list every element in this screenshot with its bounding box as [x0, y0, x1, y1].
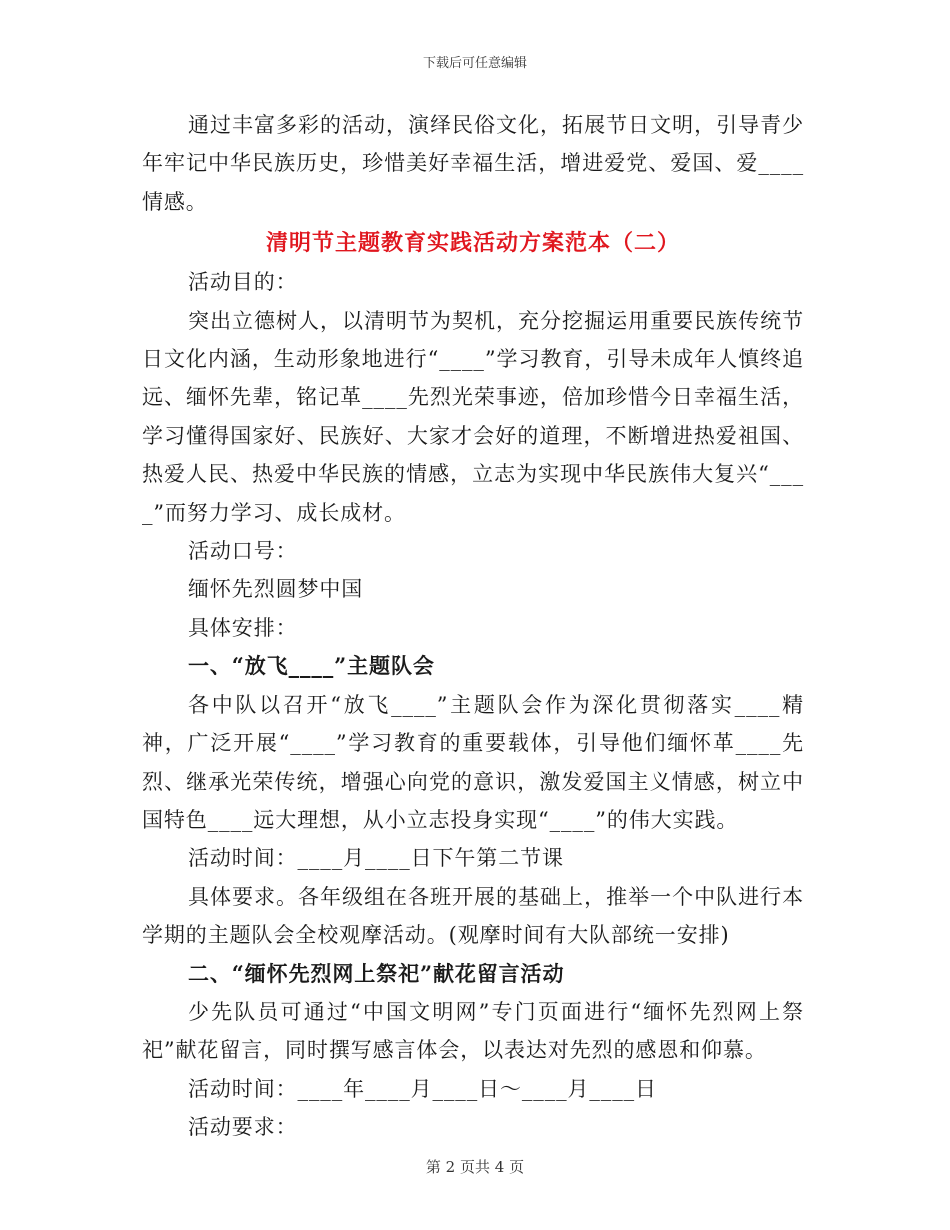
paragraph-intro: 通过丰富多彩的活动，演绎民俗文化，拓展节日文明，引导青少年牢记中华民族历史，珍惜美好幸福生活，增进爱党、爱国、爱____情感。 — [142, 113, 804, 214]
paragraph-meeting-requirements: 具体要求。各年级组在各班开展的基础上，推举一个中队进行本学期的主题队会全校观摩活动。(观摩时间有大队部统一安排) — [142, 884, 804, 948]
heading-online-tribute: 二、“缅怀先烈网上祭祀”献花留言活动 — [188, 960, 565, 986]
paragraph-purpose: 突出立德树人，以清明节为契机，充分挖掘运用重要民族传统节日文化内涵，生动形象地进行“____”学习教育，引导未成年人慎终追远、缅怀先辈，铭记革____先烈光荣事迹，倍加珍惜今日幸福生活，学习懂得国家好、民族好、大家才会好的道理，不断增进热爱祖国、热爱人民、热爱中华民族的情感，立志为实现中华民族伟大复兴“____”而努力学习、成长成材。 — [142, 308, 804, 525]
label-activity-purpose: 活动目的： — [188, 270, 298, 295]
section-title: 清明节主题教育实践活动方案范本（二） — [265, 230, 680, 257]
paragraph-team-meeting: 各中队以召开“放飞____”主题队会作为深化贯彻落实____精神，广泛开展“____”学习教育的重要载体，引导他们缅怀革____先烈、继承光荣传统，增强心向党的意识，激发爱国主义情感，树立中国特色____远大理想，从小立志投身实现“____”的伟大实践。 — [142, 692, 804, 832]
paragraph-meeting-time: 活动时间：____月____日下午第二节课 — [188, 846, 564, 871]
label-activity-slogan: 活动口号： — [188, 539, 298, 564]
label-arrangement: 具体安排： — [188, 615, 298, 640]
page-footer: 第 2 页共 4 页 — [425, 1158, 525, 1176]
document-body — [142, 106, 804, 1147]
paragraph-online-tribute: 少先队员可通过“中国文明网”专门页面进行“缅怀先烈网上祭祀”献花留言，同时撰写感言体会，以表达对先烈的感恩和仰慕。 — [142, 999, 804, 1063]
heading-team-meeting: 一、“放飞____”主题队会 — [188, 653, 435, 679]
paragraph-tribute-time: 活动时间：____年____月____日～____月____日 — [188, 1076, 657, 1101]
page-header: 下载后可任意编辑 — [422, 56, 527, 71]
label-tribute-requirements: 活动要求： — [188, 1115, 298, 1140]
paragraph-slogan: 缅怀先烈圆梦中国 — [188, 577, 364, 602]
